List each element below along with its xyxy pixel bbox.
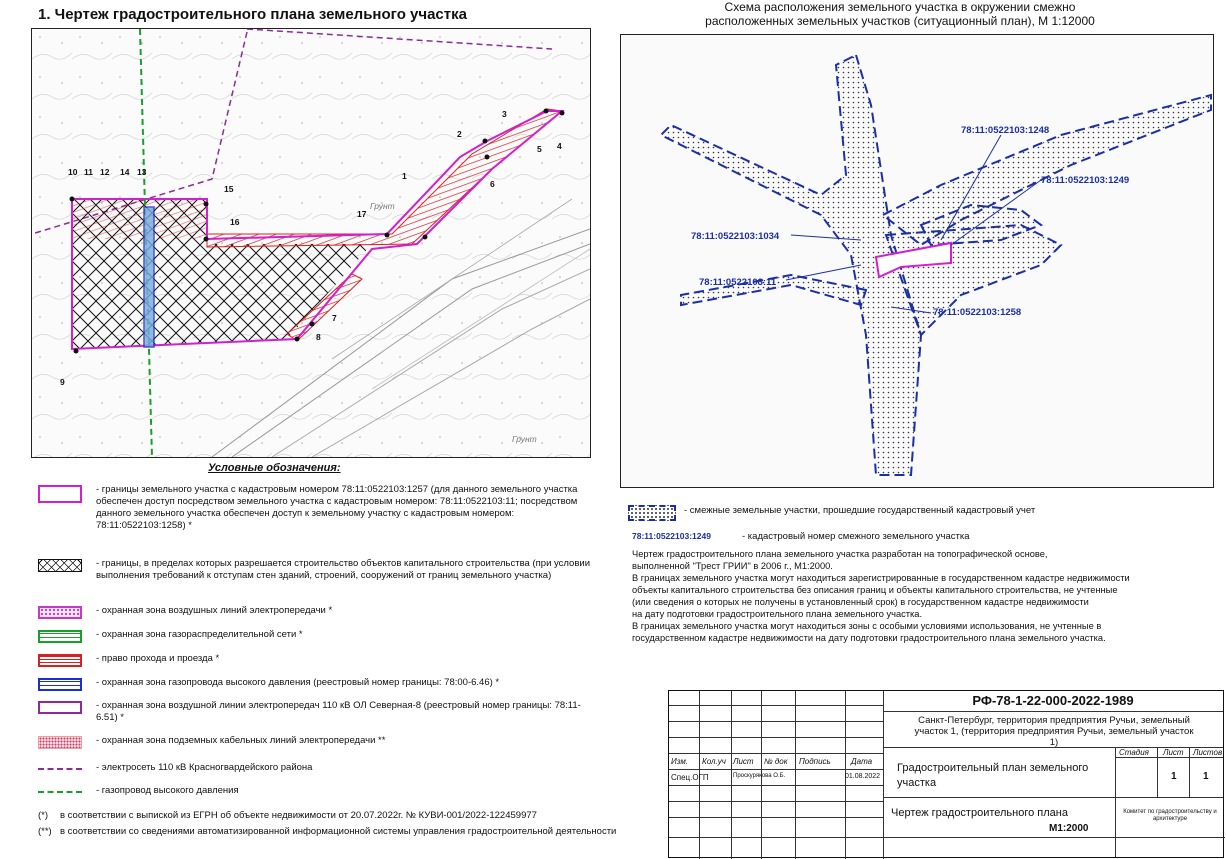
drawing-title: Чертеж градостроительного плана xyxy=(891,807,1068,819)
legend-swatch xyxy=(38,736,82,749)
stage-header: Лист xyxy=(1163,748,1184,757)
left-map-drawing xyxy=(32,29,590,457)
note-line: выполненной "Трест ГРИИ" в 2006 г., М1:2000. xyxy=(632,561,833,571)
cad-sample: 78:11:0522103:1249 xyxy=(632,531,711,541)
parcel-label: 78:11:0522103:1034 xyxy=(691,231,780,242)
legend-swatch xyxy=(38,485,82,503)
parcel-label: 78:11:0522103:1248 xyxy=(961,125,1050,136)
note-line: В границах земельного участка могут находиться зарегистрированные в государственном кадастре недвижимости xyxy=(632,573,1130,583)
right-title-line2: расположенных земельных участков (ситуационный план), М 1:12000 xyxy=(705,14,1095,28)
legend-text: - охранная зона воздушных линий электропередачи * xyxy=(96,605,333,616)
point-label: 7 xyxy=(332,313,337,323)
organization: Комитет по градостроительству и архитектуре xyxy=(1123,809,1217,822)
legend-text: - границы земельного участка с кадастровым номером 78:11:0522103:1257 (для данного земельного участка обеспечен доступ посредством земельного участка с кадастровым номером: 78:11:0522103:11; посредством данного земельного участка обеспечен доступ к земельному участку с кадастровым номером: 78:11:0522103:1258) * xyxy=(96,484,578,531)
stage-header: Листов xyxy=(1193,748,1223,757)
adjacent-swatch xyxy=(628,505,676,521)
legend-swatch xyxy=(38,678,82,691)
point-label: 16 xyxy=(230,217,240,227)
legend-item-110kv-zone xyxy=(38,700,598,726)
stamp-header: Изм. xyxy=(671,757,689,766)
legend-swatch xyxy=(38,701,82,714)
point-label: 9 xyxy=(60,377,65,387)
point-label: 10 xyxy=(68,167,78,177)
point-label: 6 xyxy=(490,179,495,189)
doc-number: РФ-78-1-22-000-2022-1989 xyxy=(972,693,1134,708)
doc-title: Градостроительный план земельного участка xyxy=(897,762,1089,789)
point-label: 2 xyxy=(457,129,462,139)
sheets-total: 1 xyxy=(1203,771,1209,782)
parcel-label: 78:11:0522103:11 xyxy=(699,277,777,288)
left-title: 1. Чертеж градостроительного плана земельного участка xyxy=(38,6,467,23)
note-line: государственном кадастре недвижимости на дату подготовки градостроительного плана земельного участка. xyxy=(632,633,1106,643)
point-label: 1 xyxy=(402,171,407,181)
point-label: 13 xyxy=(137,167,147,177)
parcel-label: 78:11:0522103:1258 xyxy=(933,307,1022,318)
cad-legend-text: - кадастровый номер смежного земельного участка xyxy=(742,531,970,542)
note-line: (или сведения о которых не получены в установленный срок) в государственном кадастре недвижимости xyxy=(632,597,1089,607)
left-map xyxy=(31,28,591,458)
note-line: на дату подготовки градостроительного плана земельного участка. xyxy=(632,609,923,619)
legend-swatch xyxy=(38,606,82,619)
footnote-mark: (*) xyxy=(38,810,49,821)
stamp-header: № док xyxy=(764,757,788,766)
stamp-date: 01.08.2022 xyxy=(845,773,881,780)
legend-title: Условные обозначения: xyxy=(208,462,341,474)
right-map xyxy=(620,34,1214,488)
footnote-mark: (**) xyxy=(38,826,52,837)
stamp-role: Спец.ОГП xyxy=(671,773,709,782)
right-title-line1: Схема расположения земельного участка в окружении смежно xyxy=(724,0,1076,14)
stamp-header: Кол.уч xyxy=(702,757,726,766)
point-label: 14 xyxy=(120,167,130,177)
right-map-drawing xyxy=(621,35,1213,487)
stamp-header: Лист xyxy=(733,757,754,766)
note-line: Чертеж градостроительного плана земельного участка разработан на топографической основе, xyxy=(632,549,1048,559)
point-label: 4 xyxy=(557,141,562,151)
legend-text: - охранная зона подземных кабельных линий электропередачи ** xyxy=(96,735,386,746)
point-label: 15 xyxy=(224,184,234,194)
legend-text: - охранная зона газопровода высокого давления (реестровый номер границы: 78:00-6.46) * xyxy=(96,677,500,688)
stamp-author: Проскурякова О.Б. xyxy=(733,773,786,779)
legend-swatch xyxy=(38,654,82,667)
right-title xyxy=(640,0,1160,28)
doc-address: Санкт-Петербург, территория предприятия Ручьи, земельный участок 1, (территория предприятия Ручьи, земельный участок 1) xyxy=(914,715,1194,748)
point-label: 8 xyxy=(316,332,321,342)
stage-header: Стадия xyxy=(1119,748,1149,757)
footnote-text: в соответствии со сведениями автоматизированной информационной системы управления градостроительной деятельности xyxy=(60,826,617,837)
terrain-label: Грунт xyxy=(512,434,537,444)
point-label: 5 xyxy=(537,144,542,154)
legend-swatch xyxy=(38,791,82,793)
legend-text: - границы, в пределах которых разрешается строительство объектов капитального строительства (при условии выполнения требований к отступам стен зданий, строений, сооружений от границ земельного участка) xyxy=(96,558,590,581)
sheet-number: 1 xyxy=(1171,771,1177,782)
point-label: 17 xyxy=(357,209,367,219)
point-label: 11 xyxy=(84,167,93,177)
legend-swatch xyxy=(38,630,82,643)
point-label: 12 xyxy=(100,167,110,177)
legend-text: - охранная зона газораспределительной сети * xyxy=(96,629,303,640)
adjacent-legend-text: - смежные земельные участки, прошедшие государственный кадастровый учет xyxy=(684,505,1036,516)
legend-item-parcel xyxy=(38,484,598,538)
footnote-text: в соответствии с выпиской из ЕГРН об объекте недвижимости от 20.07.2022г. № КУВИ-001/2022-122459977 xyxy=(60,810,537,821)
stamp-header: Дата xyxy=(851,757,873,766)
stamp-header: Подпись xyxy=(799,757,831,766)
legend-text: - право прохода и проезда * xyxy=(96,653,220,664)
legend-swatch xyxy=(38,768,82,770)
legend-text: - электросеть 110 кВ Красногвардейского района xyxy=(96,762,313,773)
point-label: 3 xyxy=(502,109,507,119)
legend-text: - охранная зона воздушной линии электропередач 110 кВ ОЛ Северная-8 (реестровый номер границы: 78:11-6.51) * xyxy=(96,700,581,723)
parcel-label: 78:11:0522103:1249 xyxy=(1041,175,1130,186)
notes-block xyxy=(632,548,1212,644)
note-line: В границах земельного участка могут находиться зоны с особыми условиями использования, не учтенные в xyxy=(632,621,1102,631)
legend-text: - газопровод высокого давления xyxy=(96,785,239,796)
title-block xyxy=(668,690,1224,858)
legend-swatch xyxy=(38,559,82,572)
note-line: объекты капитального строительства без описания границ и объекты капитального строительства, не учтенные xyxy=(632,585,1118,595)
legend-item-build-area xyxy=(38,558,598,598)
terrain-label: Грунт xyxy=(370,201,395,211)
drawing-scale: М1:2000 xyxy=(1049,823,1089,834)
